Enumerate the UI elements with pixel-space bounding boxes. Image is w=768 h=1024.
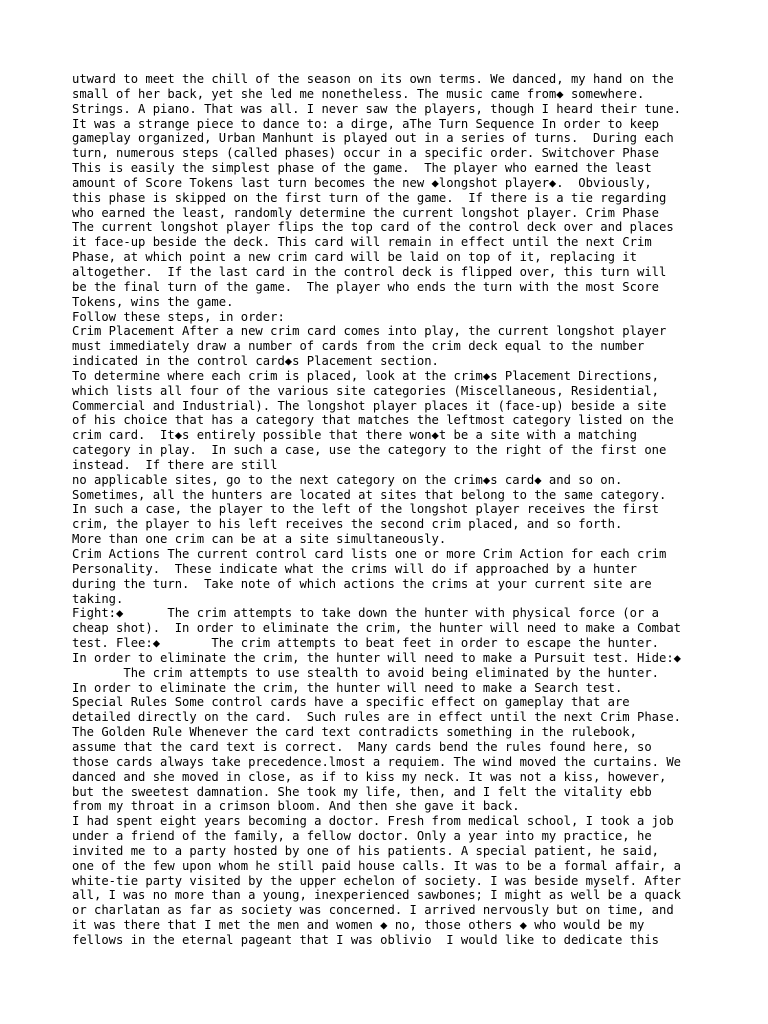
text-line: Crim Actions The current control card lists one or more Crim Action for each crim xyxy=(72,547,667,561)
text-line: those cards always take precedence.lmost a requiem. The wind moved the curtains. We xyxy=(72,754,682,769)
text-line: Sometimes, all the hunters are located at sites that belong to the same category. xyxy=(72,487,667,502)
text-line: Tokens, wins the game. xyxy=(72,294,234,309)
text-line: category in play. In such a case, use the category to the right of the first one xyxy=(72,443,667,458)
text-line: invited me to a party hosted by one of his patients. A special patient, he said, xyxy=(72,843,659,858)
text-line: of his choice that has a category that matches the leftmost category listed on the xyxy=(72,413,674,428)
text-line: Commercial and Industrial). The longshot player places it (face-up) beside a site xyxy=(72,398,667,413)
text-line: Personality. These indicate what the crims will do if approached by a hunter xyxy=(72,561,637,576)
text-line: Crim Placement After a new crim card comes into play, the current longshot player xyxy=(72,324,667,339)
text-line: assume that the card text is correct. Many cards bend the rules found here, so xyxy=(72,739,652,754)
text-line: Phase, at which point a new crim card will be laid on top of it, replacing it xyxy=(72,250,637,265)
text-line: white-tie party visited by the upper echelon of society. I was beside myself. After xyxy=(72,873,682,888)
text-line: crim card. It◆s entirely possible that there won◆t be a site with a matching xyxy=(72,428,637,443)
text-line: turn, numerous steps (called phases) occur in a specific order. Switchover Phase xyxy=(72,146,659,161)
text-line: Strings. A piano. That was all. I never saw the players, though I heard their tune. xyxy=(72,101,682,116)
text-line: Follow these steps, in order: xyxy=(72,309,285,324)
text-line: from my throat in a crimson bloom. And then she gave it back. xyxy=(72,799,520,814)
text-line: This is easily the simplest phase of the game. The player who earned the least xyxy=(72,161,652,176)
text-line: one of the few upon whom he still paid house calls. It was to be a formal affair, a xyxy=(72,858,682,873)
text-line: It was a strange piece to dance to: a dirge, aThe Turn Sequence In order to keep xyxy=(72,116,659,131)
text-line: who earned the least, randomly determine the current longshot player. Crim Phase xyxy=(72,205,659,220)
text-line: instead. If there are still xyxy=(72,457,278,472)
text-line: In order to eliminate the crim, the hunter will need to make a Search test. xyxy=(72,680,623,695)
text-line: this phase is skipped on the first turn of the game. If there is a tie regarding xyxy=(72,190,667,205)
text-line: small of her back, yet she led me nonetheless. The music came from◆ somewhere. xyxy=(72,86,645,101)
text-line: it face-up beside the deck. This card will remain in effect until the next Crim xyxy=(72,235,652,250)
text-line: In such a case, the player to the left of the longshot player receives the first xyxy=(72,502,659,517)
text-line: utward to meet the chill of the season on its own terms. We danced, my hand on the xyxy=(72,72,674,86)
text-line: taking. xyxy=(72,591,124,606)
document-text xyxy=(72,72,696,948)
text-line: danced and she moved in close, as if to kiss my neck. It was not a kiss, however, xyxy=(72,769,667,784)
text-line: The Golden Rule Whenever the card text contradicts something in the rulebook, xyxy=(72,725,637,740)
text-line: More than one crim can be at a site simultaneously. xyxy=(72,532,447,547)
text-line: it was there that I met the men and women ◆ no, those others ◆ who would be my xyxy=(72,918,645,933)
text-line: all, I was no more than a young, inexperienced sawbones; I might as well be a quack xyxy=(72,888,682,903)
text-line: but the sweetest damnation. She took my life, then, and I felt the vitality ebb xyxy=(72,784,652,799)
text-line: Special Rules Some control cards have a specific effect on gameplay that are xyxy=(72,695,630,710)
text-line: The crim attempts to use stealth to avoid being eliminated by the hunter. xyxy=(72,665,659,680)
text-line: detailed directly on the card. Such rules are in effect until the next Crim Phase. xyxy=(72,710,682,725)
text-line: In order to eliminate the crim, the hunter will need to make a Pursuit test. Hide:◆ xyxy=(72,650,682,665)
text-line: cheap shot). In order to eliminate the crim, the hunter will need to make a Combat xyxy=(72,621,682,636)
text-line: Fight:◆ The crim attempts to take down the hunter with physical force (or a xyxy=(72,606,659,621)
text-line: which lists all four of the various site categories (Miscellaneous, Residential, xyxy=(72,383,659,398)
text-line: be the final turn of the game. The player who ends the turn with the most Score xyxy=(72,279,659,294)
text-line: indicated in the control card◆s Placement section. xyxy=(72,354,439,369)
text-line: during the turn. Take note of which actions the crims at your current site are xyxy=(72,576,652,591)
text-line: or charlatan as far as society was concerned. I arrived nervously but on time, and xyxy=(72,903,674,918)
text-line: test. Flee:◆ The crim attempts to beat feet in order to escape the hunter. xyxy=(72,636,659,651)
text-line: under a friend of the family, a fellow doctor. Only a year into my practice, he xyxy=(72,829,652,844)
document-page xyxy=(72,72,696,948)
text-line: altogether. If the last card in the control deck is flipped over, this turn will xyxy=(72,264,667,279)
text-line: crim, the player to his left receives the second crim placed, and so forth. xyxy=(72,517,623,532)
text-line: The current longshot player flips the top card of the control deck over and places xyxy=(72,220,674,235)
text-line: no applicable sites, go to the next category on the crim◆s card◆ and so on. xyxy=(72,472,623,487)
text-line: gameplay organized, Urban Manhunt is played out in a series of turns. During each xyxy=(72,131,674,146)
text-line: must immediately draw a number of cards from the crim deck equal to the number xyxy=(72,339,645,354)
text-line: amount of Score Tokens last turn becomes the new ◆longshot player◆. Obviously, xyxy=(72,175,652,190)
text-line: I had spent eight years becoming a doctor. Fresh from medical school, I took a job xyxy=(72,814,674,829)
text-line: To determine where each crim is placed, look at the crim◆s Placement Directions, xyxy=(72,368,659,383)
text-line: fellows in the eternal pageant that I was oblivio I would like to dedicate this xyxy=(72,932,659,947)
